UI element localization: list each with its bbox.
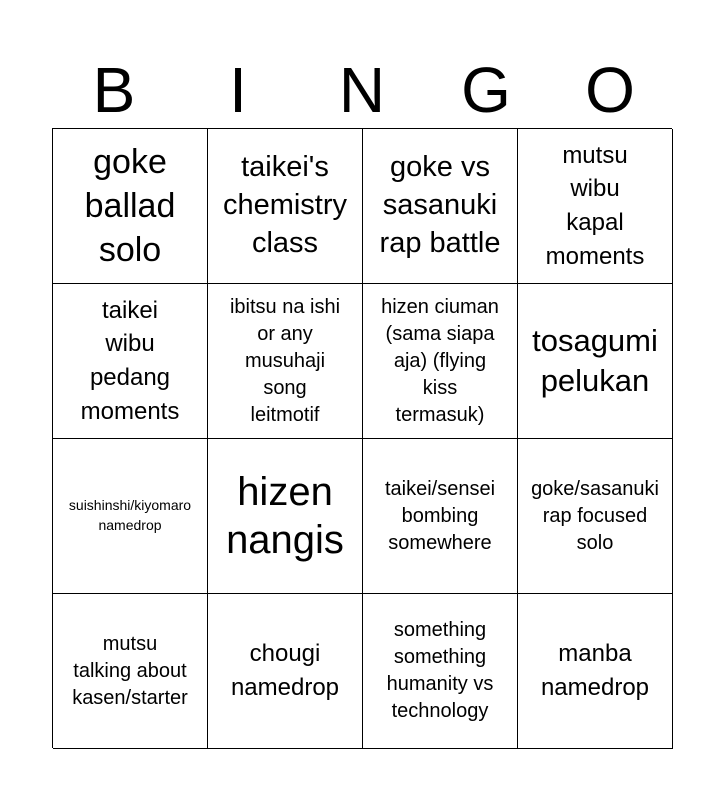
cell-text: goke vs sasanuki rap battle: [379, 151, 501, 259]
bingo-cell[interactable]: [363, 284, 518, 439]
bingo-cell[interactable]: [363, 594, 518, 749]
cell-text: chougi namedrop: [230, 640, 340, 701]
header-letter-n: N: [338, 54, 386, 126]
header-letter-o: O: [585, 54, 635, 126]
bingo-header: [52, 52, 672, 128]
cell-text: mutsu wibu kapal moments: [545, 141, 645, 270]
bingo-cell[interactable]: [53, 129, 208, 284]
cell-text: taikei/sensei bombing somewhere: [384, 477, 496, 554]
cell-text: hizen nangis: [226, 470, 344, 562]
cell-text: suishinshi/kiyomaro namedrop: [68, 497, 192, 533]
bingo-cell[interactable]: [53, 594, 208, 749]
header-letter-g: G: [461, 54, 511, 126]
cell-text: ibitsu na ishi or any musuhaji song leitmotif: [229, 295, 341, 426]
bingo-cell[interactable]: [518, 439, 673, 594]
bingo-cell[interactable]: [53, 439, 208, 594]
bingo-cell[interactable]: [53, 284, 208, 439]
cell-text: tosagumi pelukan: [532, 322, 658, 398]
cell-text: hizen ciuman (sama siapa aja) (flying kiss termasuk): [381, 295, 499, 426]
cell-text: manba namedrop: [540, 640, 650, 701]
cell-text: taikei wibu pedang moments: [80, 296, 180, 425]
cell-text: goke ballad solo: [84, 142, 176, 270]
bingo-cell[interactable]: [518, 594, 673, 749]
bingo-cell[interactable]: [518, 129, 673, 284]
bingo-cell[interactable]: [208, 439, 363, 594]
bingo-cell[interactable]: [518, 284, 673, 439]
bingo-grid: [52, 128, 672, 748]
header-letter-i: I: [229, 54, 247, 126]
bingo-cell[interactable]: [363, 129, 518, 284]
bingo-cell[interactable]: [208, 594, 363, 749]
cell-text: goke/sasanuki rap focused solo: [531, 477, 659, 554]
cell-text: taikei's chemistry class: [222, 151, 348, 259]
cell-text: mutsu talking about kasen/starter: [72, 632, 188, 709]
bingo-cell[interactable]: [208, 129, 363, 284]
cell-text: something something humanity vs technology: [386, 619, 494, 722]
bingo-cell[interactable]: [363, 439, 518, 594]
bingo-cell[interactable]: [208, 284, 363, 439]
header-letter-b: B: [92, 54, 136, 126]
